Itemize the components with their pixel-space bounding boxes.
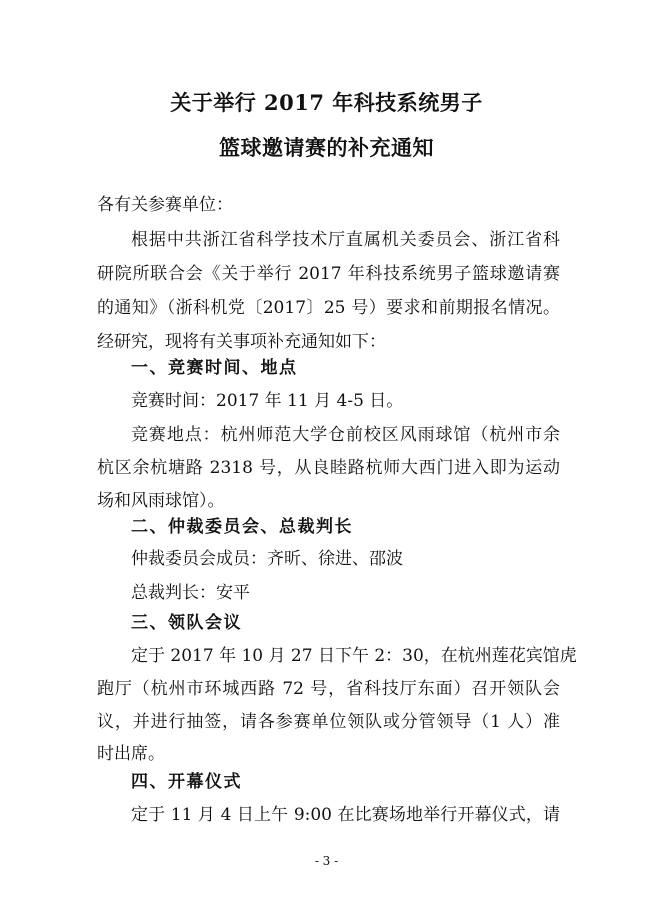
body-line: 竞赛地点：杭州师范大学仓前校区风雨球馆（杭州市余	[131, 425, 560, 445]
body-line: 时出席。	[97, 744, 165, 764]
section-heading-2: 二、仲裁委员会、总裁判长	[131, 517, 353, 537]
body-line: 总裁判长：安平	[131, 583, 250, 603]
body-line: 场和风雨球馆）。	[97, 491, 225, 511]
body-line: 仲裁委员会成员：齐昕、徐进、邵波	[131, 549, 403, 569]
section-heading-1: 一、竞赛时间、地点	[131, 358, 298, 378]
page-number: - 3 -	[314, 854, 339, 868]
body-line: 的通知》（浙科机党〔2017〕25 号）要求和前期报名情况。	[97, 298, 560, 318]
body-line: 定于 2017 年 10 月 27 日下午 2：30，在杭州莲花宾馆虎	[131, 646, 577, 666]
body-line: 杭区余杭塘路 2318 号，从良睦路杭师大西门进入即为运动	[97, 458, 560, 478]
body-line: 经研究，现将有关事项补充通知如下：	[97, 332, 386, 352]
title-line-1: 关于举行 2017 年科技系统男子	[170, 90, 483, 115]
body-line: 竞赛时间：2017 年 11 月 4-5 日。	[131, 391, 404, 411]
body-line: 根据中共浙江省科学技术厅直属机关委员会、浙江省科	[131, 230, 560, 250]
body-line: 定于 11 月 4 日上午 9:00 在比赛场地举行开幕仪式，请	[131, 805, 560, 825]
salutation: 各有关参赛单位：	[97, 195, 233, 215]
body-line: 研院所联合会《关于举行 2017 年科技系统男子篮球邀请赛	[97, 264, 560, 284]
section-heading-4: 四、开幕仪式	[131, 772, 242, 792]
title-line-2: 篮球邀请赛的补充通知	[219, 135, 434, 160]
section-heading-3: 三、领队会议	[131, 613, 242, 633]
body-line: 跑厅（杭州市环城西路 72 号，省科技厅东面）召开领队会	[97, 679, 560, 699]
body-line: 议，并进行抽签，请各参赛单位领队或分管领导（1 人）准	[97, 712, 560, 732]
